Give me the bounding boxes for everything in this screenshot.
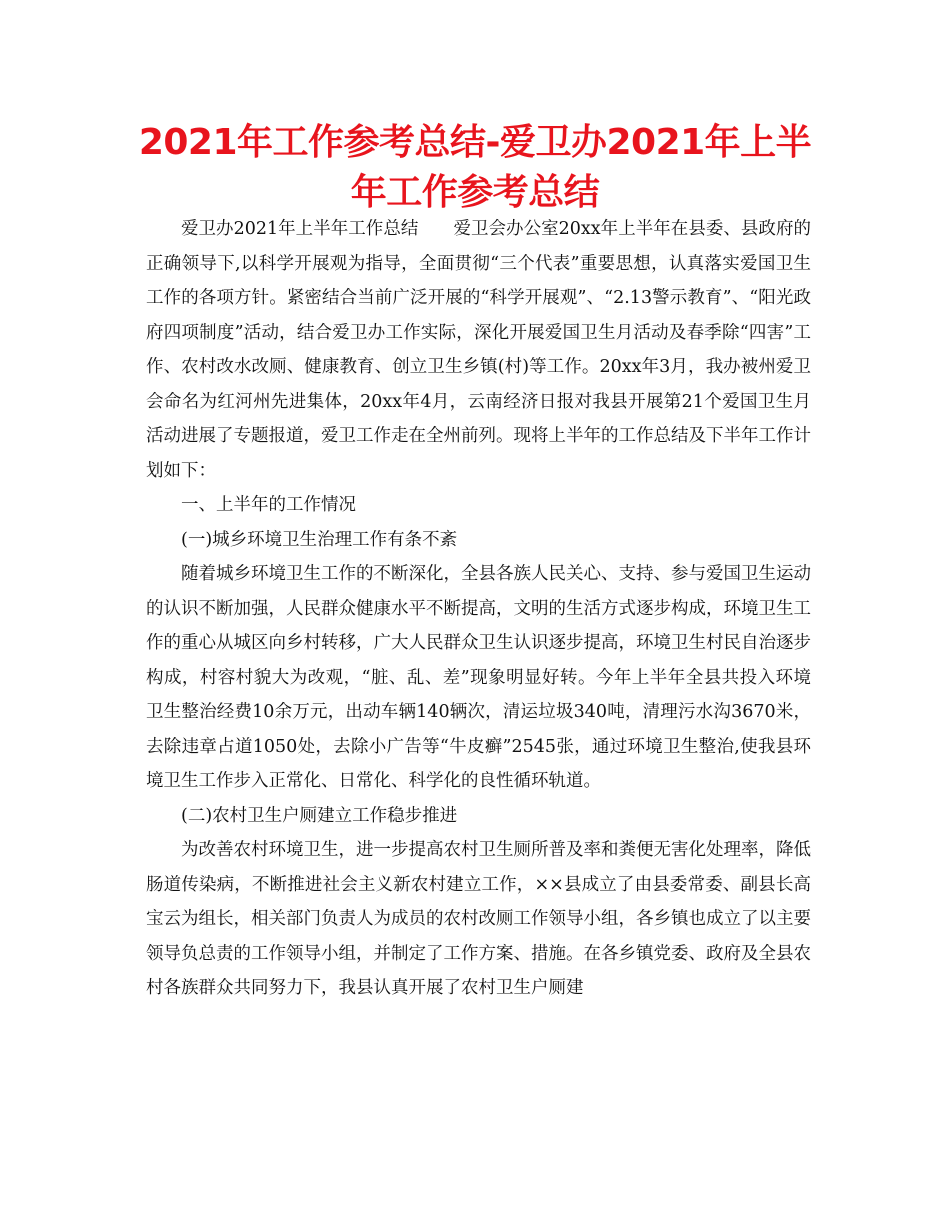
document-title: 2021年工作参考总结-爱卫办2021年上半年工作参考总结	[138, 122, 812, 213]
intro-paragraph: 爱卫办2021年上半年工作总结 爱卫会办公室20xx年上半年在县委、县政府的正确领导下,以科学开展观为指导，全面贯彻“三个代表”重要思想，认真落实爱国卫生工作的各项方针。紧密结合当前广泛开展的“科学开展观”、“2.13警示教育”、“阳光政府四项制度”活动，结合爱卫办工作实际，深化开展爱国卫生月活动及春季除“四害”工作、农村改水改厕、健康教育、创立卫生乡镇(村)等工作。20xx年3月，我办被州爱卫会命名为红河州先进集体，20xx年4月，云南经济日报对我县开展第21个爱国卫生月活动进展了专题报道，爱卫工作走在全州前列。现将上半年的工作总结及下半年工作计划如下：	[146, 219, 811, 481]
subsection-heading: (二)农村卫生户厕建立工作稳步推进	[181, 805, 458, 826]
document-body	[146, 212, 811, 1006]
body-paragraph: 随着城乡环境卫生工作的不断深化，全县各族人民关心、支持、参与爱国卫生运动的认识不断加强，人民群众健康水平不断提高，文明的生活方式逐步构成，环境卫生工作的重心从城区向乡村转移，广大人民群众卫生认识逐步提高，环境卫生村民自治逐步构成，村容村貌大为改观，“脏、乱、差”现象明显好转。今年上半年全县共投入环境卫生整治经费10余万元，出动车辆140辆次，清运垃圾340吨，清理污水沟3670米，去除违章占道1050处，去除小广告等“牛皮癣”2545张，通过环境卫生整治,使我县环境卫生工作步入正常化、日常化、科学化的良性循环轨道。	[146, 564, 811, 791]
section-heading: 一、上半年的工作情况	[181, 495, 356, 515]
body-paragraph: 为改善农村环境卫生，进一步提高农村卫生厕所普及率和粪便无害化处理率，降低肠道传染病，不断推进社会主义新农村建立工作，××县成立了由县委常委、副县长高宝云为组长，相关部门负责人为成员的农村改厕工作领导小组，各乡镇也成立了以主要领导负总责的工作领导小组，并制定了工作方案、措施。在各乡镇党委、政府及全县农村各族群众共同努力下，我县认真开展了农村卫生户厕建	[146, 840, 811, 998]
subsection-heading: (一)城乡环境卫生治理工作有条不紊	[181, 529, 458, 550]
